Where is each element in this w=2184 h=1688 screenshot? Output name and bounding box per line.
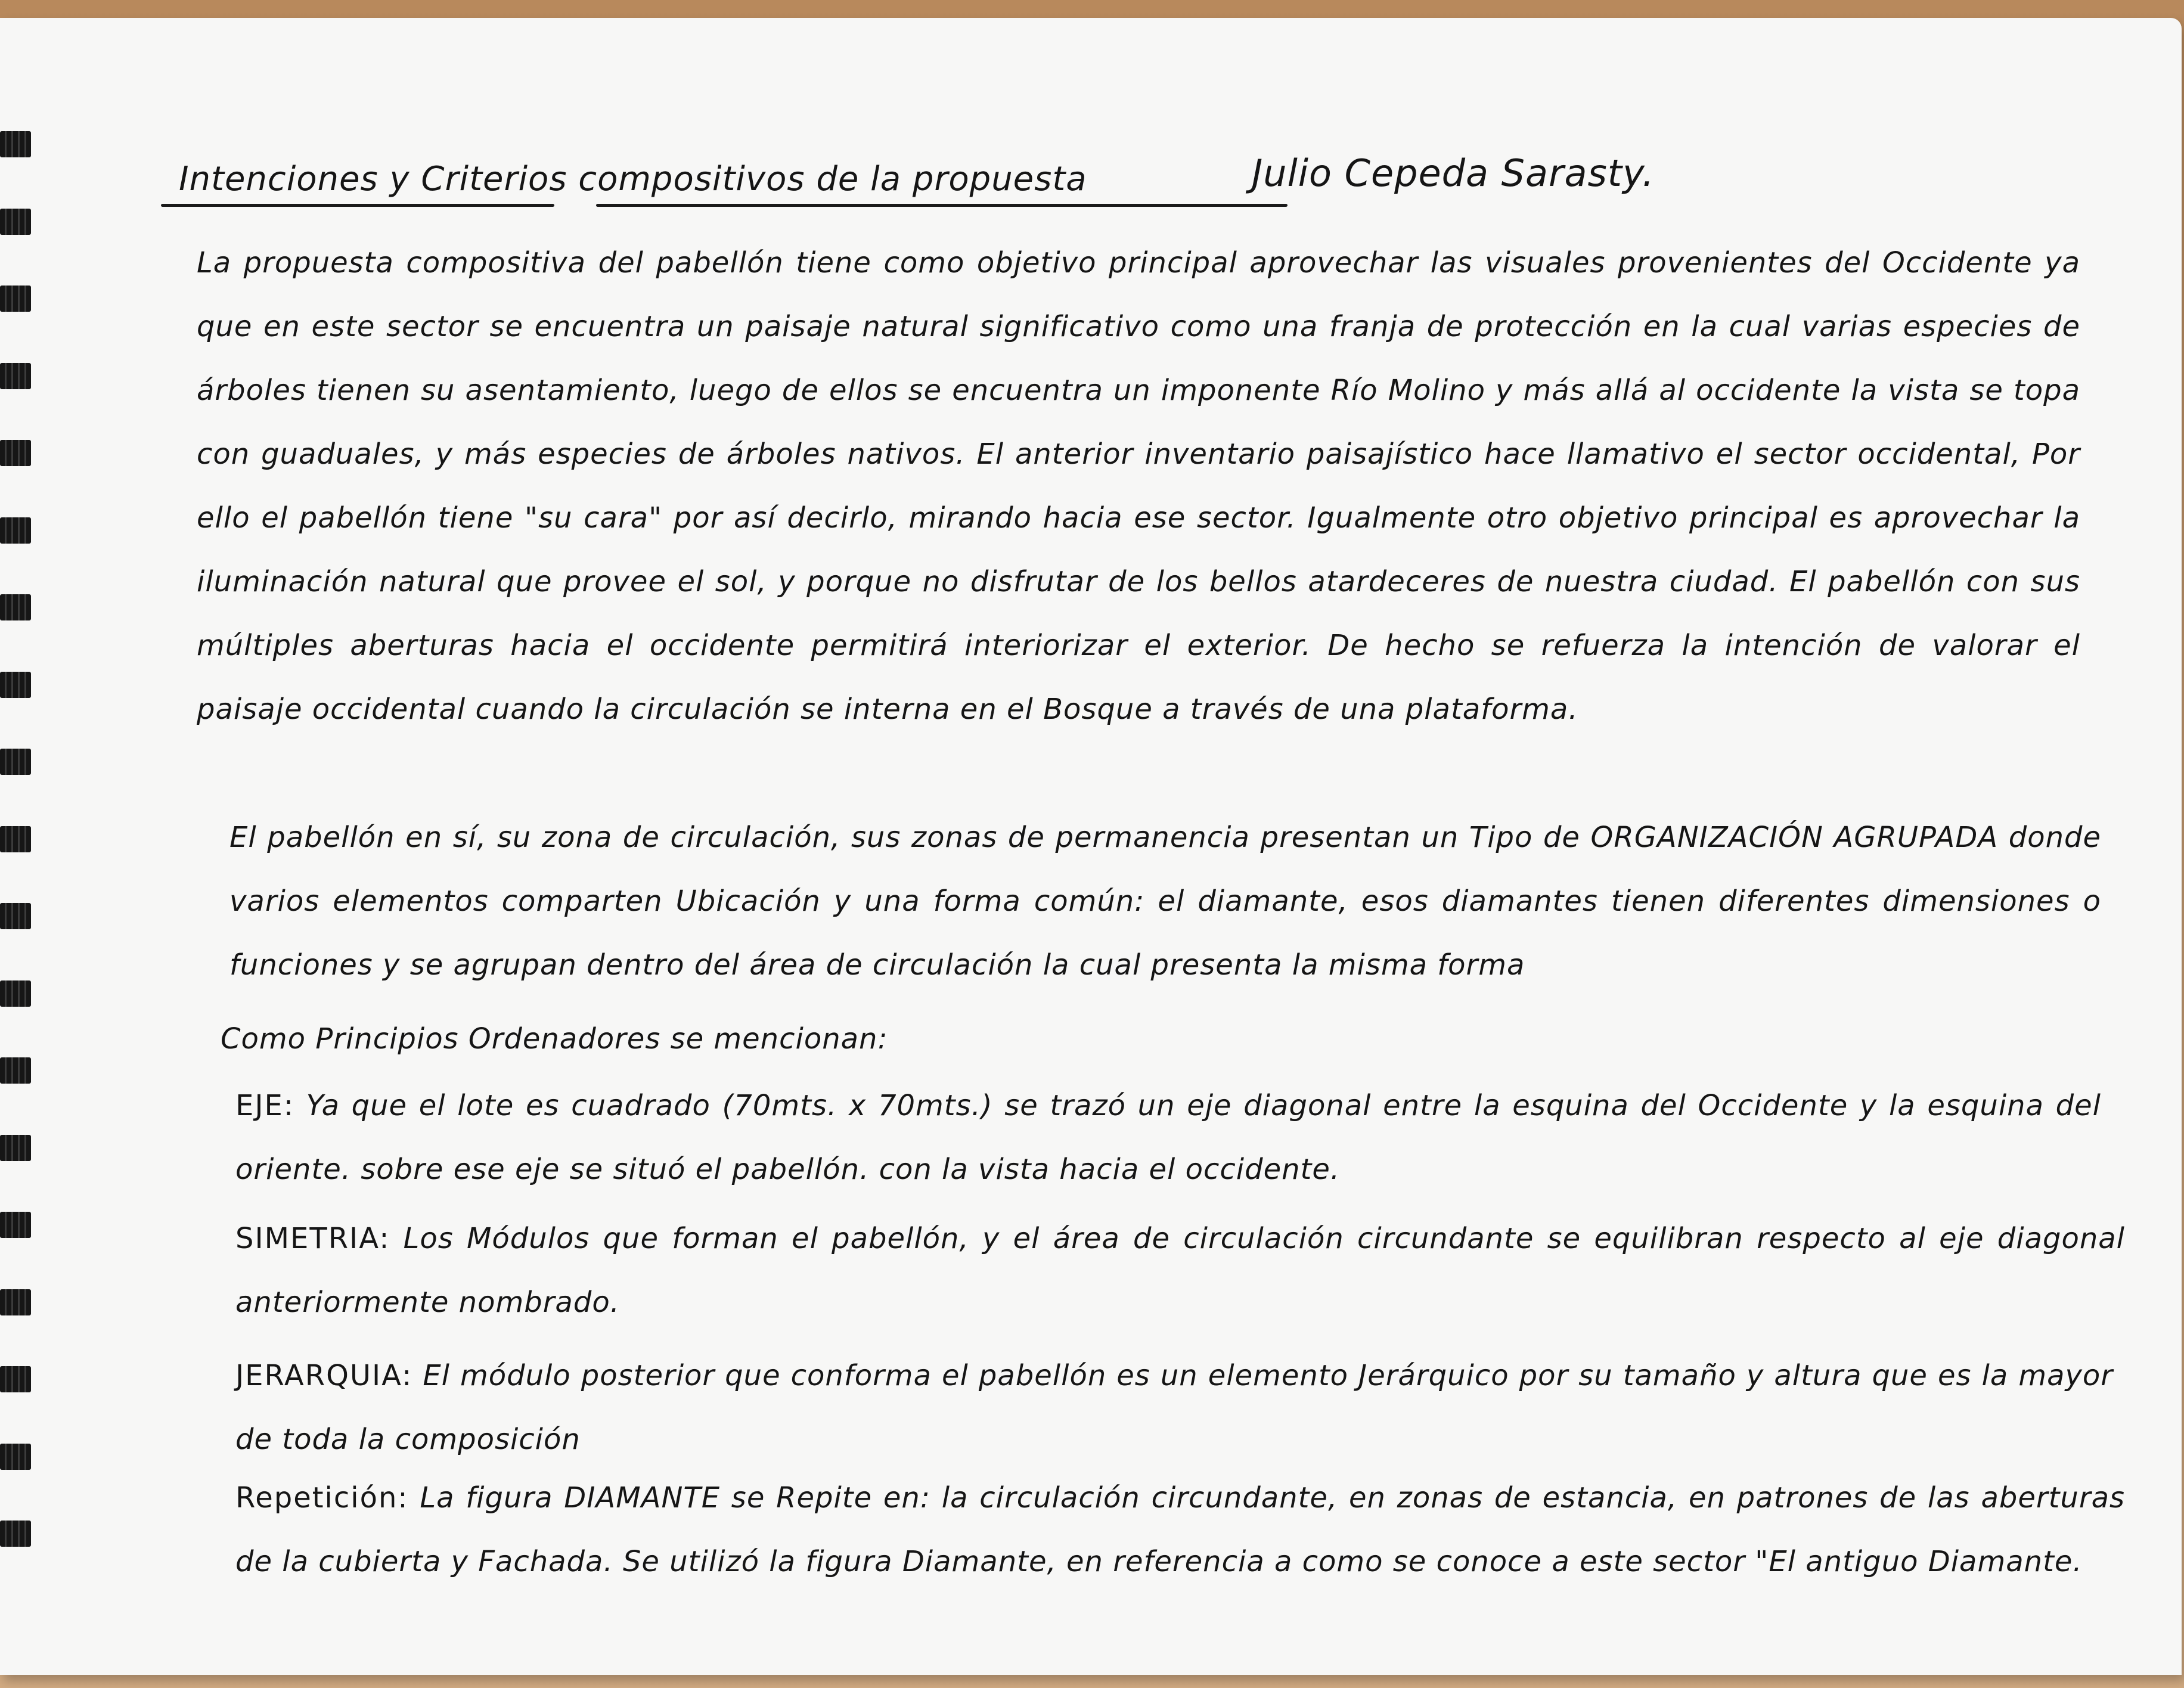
principle-text: Los Módulos que forman el pabellón, y el área de circulación circundante se equilibran respecto al eje diagonal anteriormente nombrado. (235, 1222, 2125, 1319)
principle-repeticion (235, 1466, 2125, 1594)
principle-text: El módulo posterior que conforma el pabellón es un elemento Jerárquico por su tamaño y altura que es la mayor de toda la composición (235, 1359, 2113, 1456)
spiral-binding (0, 131, 36, 1597)
spiral-ring (0, 1057, 31, 1084)
principle-jerarquia (235, 1344, 2113, 1472)
spiral-ring (0, 440, 31, 466)
principle-label: EJE: (235, 1089, 294, 1122)
principle-label: SIMETRIA: (235, 1222, 390, 1255)
spiral-ring (0, 1135, 31, 1161)
spiral-ring (0, 363, 31, 389)
spiral-ring (0, 1521, 31, 1547)
spiral-ring (0, 209, 31, 235)
spiral-ring (0, 1289, 31, 1315)
notebook-page (0, 18, 2182, 1675)
page-title: Intenciones y Criterios compositivos de la propuesta (179, 160, 1087, 198)
paragraph-organization: El pabellón en sí, su zona de circulación, sus zonas de permanencia presentan un Tipo de ORGANIZACIÓN AGRUPADA donde varios elementos comparten Ubicación y una forma común: el diamante, esos diamantes tienen diferentes dimensiones o funciones y se agrupan dentro del área de circulación la cual presenta la misma forma (229, 821, 2101, 982)
spiral-ring (0, 980, 31, 1007)
spiral-ring (0, 749, 31, 775)
spiral-ring (0, 672, 31, 698)
principle-simetria (235, 1207, 2125, 1335)
principle-text: La figura DIAMANTE se Repite en: la circulación circundante, en zonas de estancia, en patrones de las aberturas de la cubierta y Fachada. Se utilizó la figura Diamante, en referencia a como se conoce a este sector "El antiguo Diamante. (235, 1481, 2125, 1578)
spiral-ring (0, 594, 31, 620)
paragraph-principles-heading: Como Principios Ordenadores se mencionan: (221, 1022, 888, 1056)
spiral-ring (0, 1212, 31, 1238)
title-underline (161, 204, 554, 207)
spiral-ring (0, 1444, 31, 1470)
principle-label: JERARQUIA: (235, 1359, 413, 1392)
spiral-ring (0, 903, 31, 929)
title-underline (596, 204, 1288, 207)
principle-label: Repetición: (235, 1481, 409, 1515)
paragraph-intentions: La propuesta compositiva del pabellón tiene como objetivo principal aprovechar las visuales provenientes del Occidente ya que en este sector se encuentra un paisaje natural significativo como una franja de protección en la cual varias especies de árboles tienen su asentamiento, luego de ellos se encuentra un imponente Río Molino y más allá al occidente la vista se topa con guaduales, y más especies de árboles nativos. El anterior inventario paisajístico hace llamativo el sector occidental, Por ello el pabellón tiene "su cara" por así decirlo, mirando hacia ese sector. Igualmente otro objetivo principal es aprovechar la iluminación natural que provee el sol, y porque no disfrutar de los bellos atardeceres de nuestra ciudad. El pabellón con sus múltiples aberturas hacia el occidente permitirá interiorizar el exterior. De hecho se refuerza la intención de valorar el paisaje occidental cuando la circulación se interna en el Bosque a través de una plataforma. (197, 246, 2080, 726)
principle-text: Ya que el lote es cuadrado (70mts. x 70mts.) se trazó un eje diagonal entre la esquina del Occidente y la esquina del oriente. sobre ese eje se situó el pabellón. con la vista hacia el occidente. (235, 1089, 2101, 1186)
author-name: Julio Cepeda Sarasty. (1252, 151, 1655, 195)
spiral-ring (0, 286, 31, 312)
spiral-ring (0, 131, 31, 157)
spiral-ring (0, 517, 31, 544)
page-header (179, 149, 2146, 215)
spiral-ring (0, 826, 31, 852)
spiral-ring (0, 1366, 31, 1392)
principle-eje (235, 1074, 2101, 1202)
